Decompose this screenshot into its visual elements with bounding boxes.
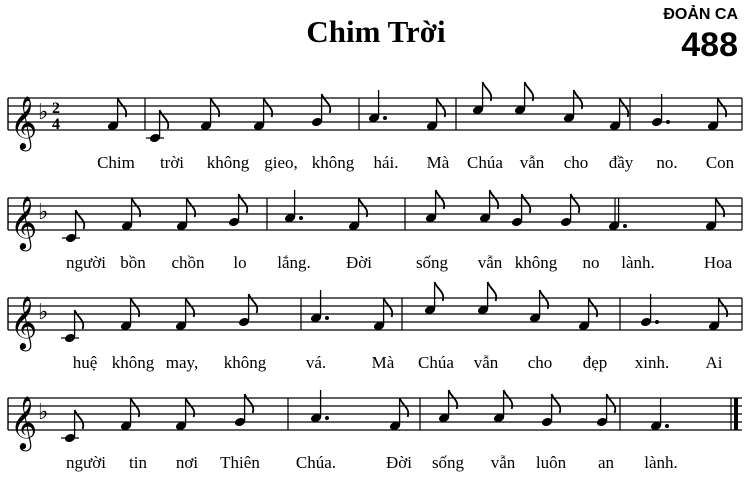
lyric-syllable: cho	[563, 153, 589, 172]
lyric-syllable: Ai	[705, 353, 723, 372]
eighth-flag	[239, 194, 248, 213]
lyric-syllable: vẫn	[490, 453, 516, 472]
lyric-syllable: lành.	[644, 453, 678, 472]
lyric-syllable: Thiên	[220, 453, 260, 472]
lyric-syllable: người	[66, 453, 106, 472]
lyric-syllable: tin	[129, 453, 147, 472]
lyric-syllable: gieo,	[264, 153, 298, 172]
eighth-flag	[75, 310, 84, 329]
lyric-syllable: Mà	[371, 353, 395, 372]
lyric-syllable: không	[206, 153, 250, 172]
treble-clef: 𝄞	[10, 95, 38, 149]
lyric-syllable: không	[311, 153, 355, 172]
augmentation-dot	[665, 424, 669, 428]
eighth-flag	[552, 394, 561, 413]
lyric-syllable: Con	[705, 153, 735, 172]
lyric-syllable: Chúa	[467, 153, 503, 172]
lyric-syllable: no.	[656, 153, 678, 172]
lyric-syllable: Chúa	[418, 353, 454, 372]
augmentation-dot	[325, 416, 329, 420]
lyric-syllable: lành.	[621, 253, 655, 272]
lyric-syllable: no	[582, 253, 600, 272]
lyric-syllable: vẫn	[477, 253, 503, 272]
lyric-syllable: luôn	[535, 453, 567, 472]
lyric-syllable: Hoa	[703, 253, 733, 272]
lyric-syllable: không	[514, 253, 558, 272]
key-signature-flat: ♭	[38, 200, 49, 225]
lyric-syllable: Đời	[386, 453, 412, 472]
eighth-flag	[607, 394, 616, 413]
lyric-syllable: lo	[233, 253, 247, 272]
key-signature-flat: ♭	[38, 100, 49, 125]
time-signature-bottom: 4	[52, 116, 60, 133]
augmentation-dot	[655, 320, 659, 324]
lyric-syllable: vẫn	[519, 153, 545, 172]
lyric-syllable: Mà	[426, 153, 450, 172]
lyric-syllable: huệ	[72, 353, 98, 372]
treble-clef: 𝄞	[10, 295, 38, 349]
lyric-syllable: đẹp	[582, 353, 608, 372]
song-number: 488	[681, 26, 738, 64]
lyric-syllable: nơi	[175, 453, 199, 472]
lyric-syllable: an	[597, 453, 615, 472]
augmentation-dot	[299, 216, 303, 220]
lyric-syllable: đầy	[608, 153, 634, 172]
lyric-syllable: không	[223, 353, 267, 372]
eighth-flag	[245, 394, 254, 413]
eighth-flag	[249, 294, 258, 313]
key-signature-flat: ♭	[38, 400, 49, 425]
lyric-syllable: xinh.	[634, 353, 670, 372]
lyric-syllable: sống	[415, 253, 449, 272]
lyric-syllable: Đời	[346, 253, 372, 272]
lyric-syllable: lắng.	[277, 253, 311, 272]
eighth-flag	[571, 194, 580, 213]
lyric-syllable: chồn	[171, 253, 205, 272]
lyric-syllable: trời	[159, 153, 185, 172]
key-signature-flat: ♭	[38, 300, 49, 325]
time-signature-top: 2	[52, 100, 60, 117]
lyric-syllable: không	[111, 353, 155, 372]
augmentation-dot	[623, 224, 627, 228]
eighth-flag	[522, 194, 531, 213]
lyric-syllable: người	[66, 253, 106, 272]
eighth-flag	[75, 410, 84, 429]
song-title: Chim Trời	[306, 14, 446, 49]
lyric-syllable: may,	[165, 353, 199, 372]
treble-clef: 𝄞	[10, 395, 38, 449]
lyric-syllable: Chim	[97, 153, 135, 172]
augmentation-dot	[325, 316, 329, 320]
final-barline-thick	[734, 398, 738, 430]
lyric-syllable: cho	[527, 353, 553, 372]
eighth-flag	[76, 210, 85, 229]
lyric-syllable: Chúa.	[295, 453, 337, 472]
collection-label: ĐOẢN CA	[663, 6, 738, 23]
lyric-syllable: vá.	[305, 353, 327, 372]
augmentation-dot	[666, 120, 670, 124]
lyric-syllable: bồn	[120, 253, 146, 272]
eighth-flag	[322, 94, 331, 113]
lyric-syllable: hái.	[373, 153, 399, 172]
augmentation-dot	[383, 116, 387, 120]
lyric-syllable: sống	[431, 453, 465, 472]
treble-clef: 𝄞	[10, 195, 38, 249]
eighth-flag	[160, 110, 169, 129]
lyric-syllable: vẫn	[473, 353, 499, 372]
